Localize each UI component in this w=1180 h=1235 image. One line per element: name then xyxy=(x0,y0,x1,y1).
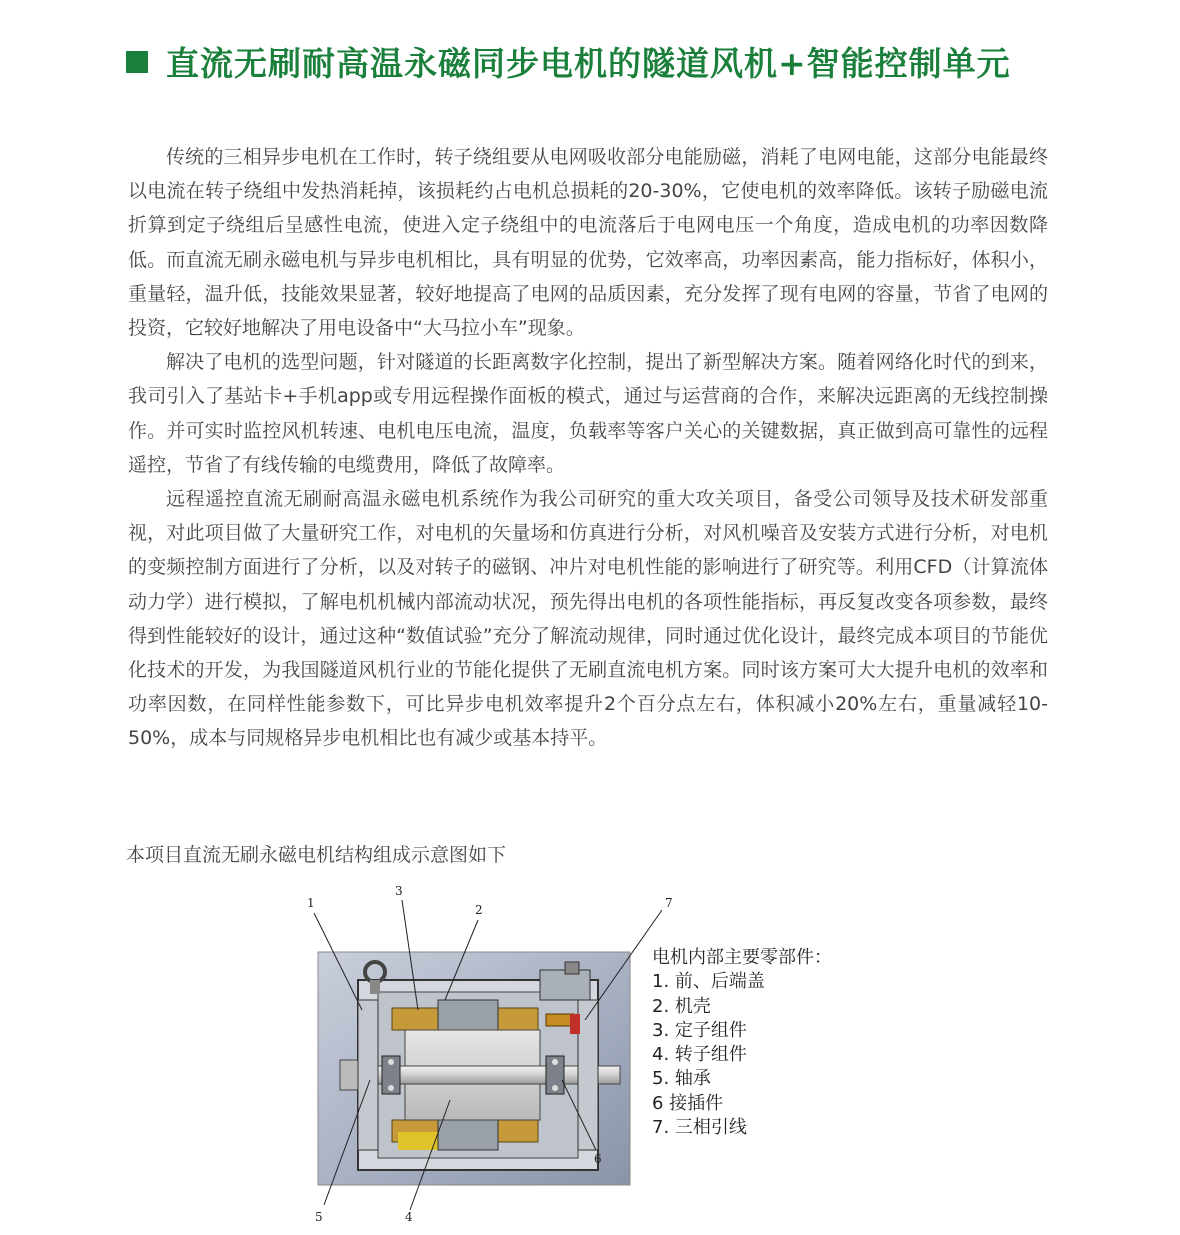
parts-list xyxy=(652,946,832,1140)
paragraph-3: 远程遥控直流无刷耐高温永磁电机系统作为我公司研究的重大攻关项目，备受公司领导及技术研发部重视，对此项目做了大量研究工作，对电机的矢量场和仿真进行分析，对风机噪音及安装方式进行分析，对电机的变频控制方面进行了分析，以及对转子的磁钢、冲片对电机性能的影响进行了研究等。利用CFD（计算流体动力学）进行模拟，了解电机机械内部流动状况，预先得出电机的各项性能指标，再反复改变各项参数，最终得到性能较好的设计，通过这种“数值试验”充分了解流动规律，同时通过优化设计，最终完成本项目的节能优化技术的开发，为我国隧道风机行业的节能化提供了无刷直流电机方案。同时该方案可大大提升电机的效率和功率因数，在同样性能参数下，可比异步电机效率提升2个百分点左右，体积减小20%左右，重量减轻10-50%，成本与同规格异步电机相比也有减少或基本持平。 xyxy=(128,488,1048,750)
parts-list-item: 5. 轴承 xyxy=(652,1068,711,1090)
body-text xyxy=(128,140,1048,756)
page-title: 直流无刷耐高温永磁同步电机的隧道风机+智能控制单元 xyxy=(166,44,1011,83)
callout-2: 2 xyxy=(475,903,483,917)
callout-1: 1 xyxy=(307,896,315,910)
callout-6: 6 xyxy=(594,1152,602,1166)
parts-list-item: 6 接插件 xyxy=(652,1092,724,1114)
parts-list-item: 2. 机壳 xyxy=(652,995,711,1017)
parts-list-item: 7. 三相引线 xyxy=(652,1117,747,1139)
title-bullet-icon xyxy=(126,51,148,73)
paragraph-2: 解决了电机的选型问题，针对隧道的长距离数字化控制，提出了新型解决方案。随着网络化时代的到来，我司引入了基站卡+手机app或专用远程操作面板的模式，通过与运营商的合作，来解决远距离的无线控制操作。并可实时监控风机转速、电机电压电流，温度，负载率等客户关心的关键数据，真正做到高可靠性的远程遥控，节省了有线传输的电缆费用，降低了故障率。 xyxy=(128,351,1048,476)
title-block xyxy=(126,38,1011,85)
paragraph-1: 传统的三相异步电机在工作时，转子绕组要从电网吸收部分电能励磁，消耗了电网电能，这部分电能最终以电流在转子绕组中发热消耗掉，该损耗约占电机总损耗的20-30%，它使电机的效率降低。该转子励磁电流折算到定子绕组后呈感性电流，使进入定子绕组中的电流落后于电网电压一个角度，造成电机的功率因数降低。而直流无刷永磁电机与异步电机相比，具有明显的优势，它效率高，功率因素高，能力指标好，体积小，重量轻，温升低，技能效果显著，较好地提高了电网的品质因素，充分发挥了现有电网的容量，节省了电网的投资，它较好地解决了用电设备中“大马拉小车”现象。 xyxy=(128,146,1048,340)
callout-5: 5 xyxy=(315,1210,323,1224)
callout-3: 3 xyxy=(395,884,403,898)
parts-list-title: 电机内部主要零部件： xyxy=(652,947,832,968)
callout-7: 7 xyxy=(665,896,673,910)
parts-list-item: 4. 转子组件 xyxy=(652,1044,747,1066)
parts-list-item: 1. 前、后端盖 xyxy=(652,971,765,993)
callout-4: 4 xyxy=(405,1210,413,1224)
figure-caption: 本项目直流无刷永磁电机结构组成示意图如下 xyxy=(126,844,507,866)
parts-list-item: 3. 定子组件 xyxy=(652,1019,747,1041)
